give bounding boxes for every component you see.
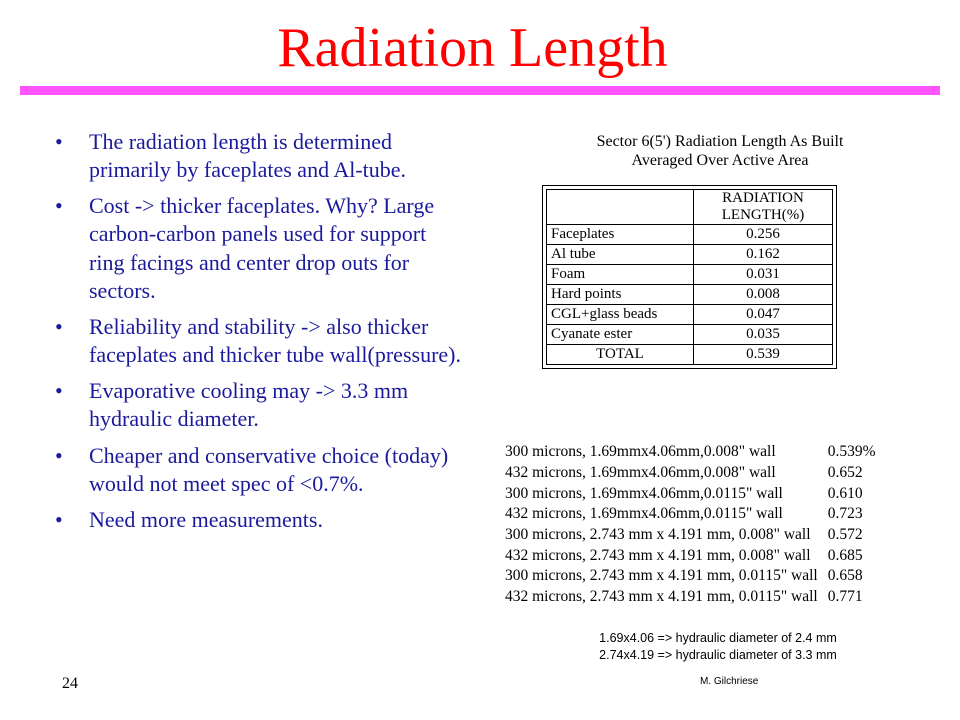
table-cell-label: CGL+glass beads <box>547 305 694 325</box>
option-row <box>505 525 876 546</box>
header-line: LENGTH(%) <box>721 207 805 223</box>
option-row <box>505 566 876 587</box>
table-row <box>547 325 833 345</box>
author-credit: M. Gilchriese <box>700 676 759 687</box>
table-header-cell <box>694 190 833 225</box>
table-cell-value: 0.031 <box>694 265 833 285</box>
option-row <box>505 545 876 566</box>
bullet-icon: • <box>55 129 63 154</box>
title-divider <box>20 86 940 95</box>
options-list <box>505 442 876 608</box>
table-cell-value: 0.162 <box>694 245 833 265</box>
table-row <box>547 225 833 245</box>
table-cell-label: Hard points <box>547 285 694 305</box>
table-cell-value: 0.035 <box>694 325 833 345</box>
option-result: 0.685 <box>827 546 863 564</box>
option-result: 0.539% <box>827 443 876 461</box>
table-total-row <box>547 345 833 365</box>
table-cell <box>547 190 694 225</box>
table-cell-value: 0.256 <box>694 225 833 245</box>
table-header-row <box>547 190 833 225</box>
table-cell-label: Cyanate ester <box>547 325 694 345</box>
option-desc: 300 microns, 1.69mmx4.06mm,0.008" wall <box>505 443 776 461</box>
hydraulic-notes <box>548 630 888 664</box>
total-value: 0.539 <box>694 345 833 365</box>
option-row <box>505 587 876 608</box>
option-result: 0.572 <box>827 526 863 544</box>
table-cell-label: Al tube <box>547 245 694 265</box>
bullet-item <box>55 128 465 184</box>
table-cell-value: 0.047 <box>694 305 833 325</box>
option-desc: 432 microns, 2.743 mm x 4.191 mm, 0.0115" wall <box>505 588 818 606</box>
option-desc: 300 microns, 2.743 mm x 4.191 mm, 0.008" wall <box>505 526 811 544</box>
option-row <box>505 483 876 504</box>
bullet-list <box>55 128 465 542</box>
bullet-icon: • <box>55 442 63 468</box>
bullet-item <box>55 192 465 305</box>
bullet-item <box>55 377 465 433</box>
bullet-item <box>55 313 465 369</box>
bullet-text: Cost -> thicker faceplates. Why? Large carbon-carbon panels used for support ring facings and center drop outs for sectors. <box>89 193 435 303</box>
option-desc: 432 microns, 2.743 mm x 4.191 mm, 0.008" wall <box>505 546 811 564</box>
slide-number: 24 <box>62 675 78 692</box>
option-row <box>505 442 876 463</box>
bullet-icon: • <box>55 313 63 339</box>
bullet-text: The radiation length is determined primarily by faceplates and Al-tube. <box>89 129 407 183</box>
bullet-item <box>55 506 465 534</box>
bullet-text: Reliability and stability -> also thicker faceplates and thicker tube wall(pressure). <box>89 313 461 368</box>
option-desc: 432 microns, 1.69mmx4.06mm,0.008" wall <box>505 464 776 482</box>
option-result: 0.658 <box>827 567 863 585</box>
option-desc: 300 microns, 1.69mmx4.06mm,0.0115" wall <box>505 484 783 502</box>
bullet-icon: • <box>55 378 63 404</box>
option-row <box>505 504 876 525</box>
table-row <box>547 305 833 325</box>
table-title <box>520 132 920 170</box>
option-result: 0.652 <box>827 464 863 482</box>
bullet-icon: • <box>55 506 63 532</box>
table-row <box>547 265 833 285</box>
option-result: 0.610 <box>827 484 863 502</box>
bullet-icon: • <box>55 193 63 219</box>
table-row <box>547 245 833 265</box>
table-cell-label: Faceplates <box>547 225 694 245</box>
note-line: 1.69x4.06 => hydraulic diameter of 2.4 mm <box>599 631 837 645</box>
option-desc: 300 microns, 2.743 mm x 4.191 mm, 0.0115" wall <box>505 567 818 585</box>
table-title-line: Sector 6(5') Radiation Length As Built <box>596 133 844 150</box>
option-result: 0.723 <box>827 505 863 523</box>
bullet-text: Evaporative cooling may -> 3.3 mm hydraulic diameter. <box>89 378 409 432</box>
header-line: RADIATION <box>722 190 804 206</box>
bullet-text: Need more measurements. <box>89 506 323 532</box>
table-cell-value: 0.008 <box>694 285 833 305</box>
option-desc: 432 microns, 1.69mmx4.06mm,0.0115" wall <box>505 505 783 523</box>
table-title-line: Averaged Over Active Area <box>631 152 809 170</box>
option-row <box>505 463 876 484</box>
bullet-text: Cheaper and conservative choice (today) would not meet spec of <0.7%. <box>89 442 449 496</box>
radiation-length-table <box>542 185 837 369</box>
bullet-item <box>55 442 465 498</box>
table-cell-label: Foam <box>547 265 694 285</box>
total-label: TOTAL <box>547 345 694 365</box>
note-line: 2.74x4.19 => hydraulic diameter of 3.3 mm <box>599 647 837 662</box>
table-row <box>547 285 833 305</box>
page-title: Radiation Length <box>277 17 668 79</box>
option-result: 0.771 <box>827 588 863 606</box>
